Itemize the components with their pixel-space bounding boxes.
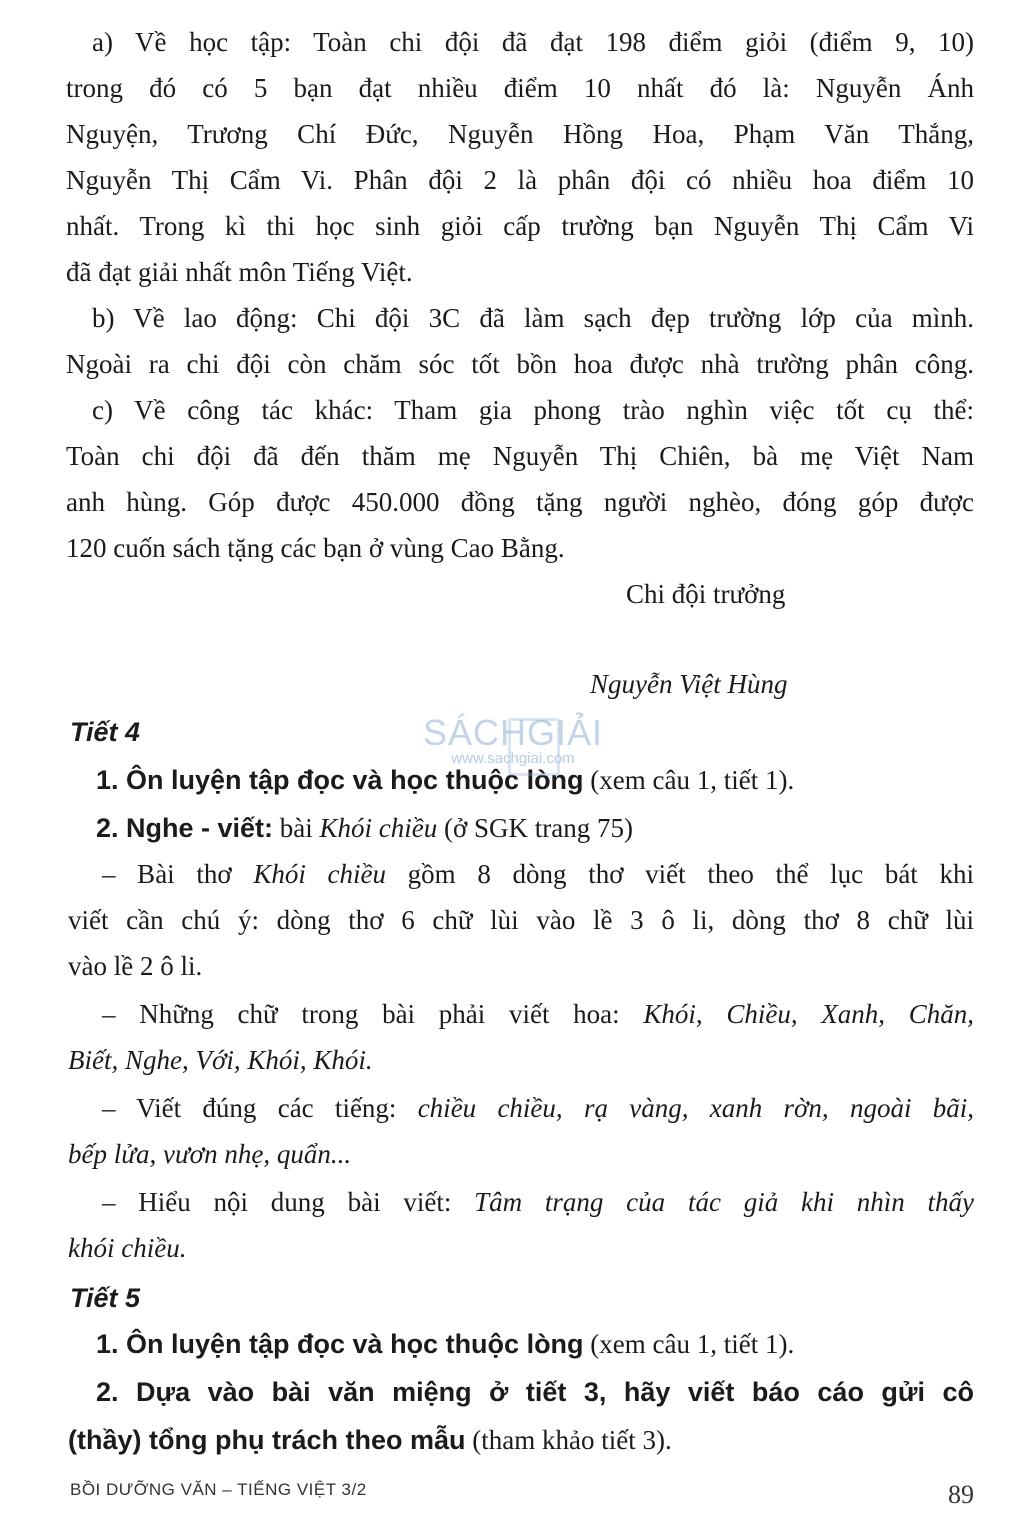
report-a-line-5: nhất. Trong kì thi học sinh giỏi cấp trường bạn Nguyễn Thị Cẩm Vi (66, 211, 974, 241)
tiet-4-dash-1-line-3: vào lề 2 ô li. (68, 951, 203, 981)
tiet-4-dash-1-line-2: viết cần chú ý: dòng thơ 6 chữ lùi vào lề 3 ô li, dòng thơ 8 chữ lùi (68, 905, 974, 935)
signature-title: Chi đội trưởng (626, 579, 786, 609)
tiet-4-item-1-note: (xem câu 1, tiết 1). (583, 765, 795, 795)
dash-4-content-2: khói chiều. (68, 1233, 187, 1263)
report-c-line-1: c) Về công tác khác: Tham gia phong trào nghìn việc tốt cụ thể: (92, 395, 974, 425)
report-b-line-1: b) Về lao động: Chi đội 3C đã làm sạch đẹp trường lớp của mình. (92, 303, 974, 333)
tiet-4-heading: Tiết 4 (70, 717, 141, 747)
footer-book-title: BỒI DƯỠNG VĂN – TIẾNG VIỆT 3/2 (70, 1480, 367, 1499)
tiet-5-item-1 (96, 1322, 974, 1366)
dash-3-words-1: chiều chiều, rạ vàng, xanh rờn, ngoài bãi, (417, 1093, 974, 1123)
tiet-4-item-2 (96, 806, 974, 850)
report-c-line-4: 120 cuốn sách tặng các bạn ở vùng Cao Bằng. (66, 533, 565, 563)
tiet-4-dash-4-line-2 (68, 1226, 974, 1270)
tiet-5-item-2-line-2 (68, 1418, 974, 1462)
dash-2-pre: – Những chữ trong bài phải viết hoa: (102, 999, 644, 1029)
dash-1-pre: – Bài thơ (102, 859, 254, 889)
tiet-4-dash-3-line-2 (68, 1132, 974, 1176)
tiet-5-heading: Tiết 5 (70, 1283, 141, 1313)
dash-2-words-2: Biết, Nghe, Với, Khói, Khói. (68, 1045, 373, 1075)
dash-2-words-1: Khói, Chiều, Xanh, Chăn, (643, 999, 974, 1029)
tiet-4-item-2-title: 2. Nghe - viết: (96, 813, 274, 843)
tiet-4-item-2-pre: bài (273, 813, 320, 843)
report-a-line-4: Nguyễn Thị Cẩm Vi. Phân đội 2 là phân đội có nhiều hoa điểm 10 (66, 165, 974, 195)
dash-4-pre: – Hiểu nội dung bài viết: (102, 1187, 475, 1217)
report-b-line-2: Ngoài ra chi đội còn chăm sóc tốt bồn hoa được nhà trường phân công. (66, 349, 974, 379)
report-c-line-2: Toàn chi đội đã đến thăm mẹ Nguyễn Thị Chiên, bà mẹ Việt Nam (66, 441, 974, 471)
tiet-5-item-2-title-1: 2. Dựa vào bài văn miệng ở tiết 3, hãy viết báo cáo gửi cô (96, 1377, 974, 1407)
tiet-4-item-2-poem-title: Khói chiều (319, 813, 438, 843)
signature-name: Nguyễn Việt Hùng (590, 669, 788, 699)
page-number: 89 (948, 1480, 974, 1509)
watermark-title: SÁCHGIẢI (422, 712, 604, 753)
tiet-4-dash-2-line-2 (68, 1038, 974, 1082)
tiet-5-item-2-note: (tham khảo tiết 3). (465, 1425, 672, 1455)
tiet-4-item-1 (96, 758, 974, 802)
report-a-line-3: Nguyện, Trương Chí Đức, Nguyễn Hồng Hoa, Phạm Văn Thắng, (66, 119, 974, 149)
dash-3-pre: – Viết đúng các tiếng: (102, 1093, 418, 1123)
tiet-4-dash-2-line-1 (102, 992, 974, 1036)
watermark-url: www.sachgiai.com (451, 750, 575, 767)
tiet-5-item-2-title-2: (thầy) tổng phụ trách theo mẫu (68, 1425, 466, 1455)
tiet-5-item-2-line-1 (96, 1370, 974, 1414)
tiet-5-item-1-title: 1. Ôn luyện tập đọc và học thuộc lòng (96, 1329, 584, 1359)
tiet-4-dash-4-line-1 (102, 1180, 974, 1224)
report-a-line-1: a) Về học tập: Toàn chi đội đã đạt 198 điểm giỏi (điểm 9, 10) (92, 27, 974, 57)
dash-3-words-2: bếp lửa, vươn nhẹ, quẩn... (68, 1139, 352, 1169)
dash-1-poem-title: Khói chiều (253, 859, 386, 889)
tiet-4-item-2-post: (ở SGK trang 75) (437, 813, 634, 843)
report-a-line-6: đã đạt giải nhất môn Tiếng Việt. (66, 257, 413, 287)
dash-4-content-1: Tâm trạng của tác giả khi nhìn thấy (474, 1187, 974, 1217)
report-a-line-2: trong đó có 5 bạn đạt nhiều điểm 10 nhất đó là: Nguyễn Ánh (66, 73, 974, 103)
tiet-4-dash-1-line-1 (102, 852, 974, 896)
tiet-5-item-1-note: (xem câu 1, tiết 1). (583, 1329, 795, 1359)
tiet-4-dash-3-line-1 (102, 1086, 974, 1130)
tiet-4-item-1-title: 1. Ôn luyện tập đọc và học thuộc lòng (96, 765, 584, 795)
dash-1-post: gồm 8 dòng thơ viết theo thể lục bát khi (385, 859, 974, 889)
report-c-line-3: anh hùng. Góp được 450.000 đồng tặng người nghèo, đóng góp được (66, 487, 974, 517)
